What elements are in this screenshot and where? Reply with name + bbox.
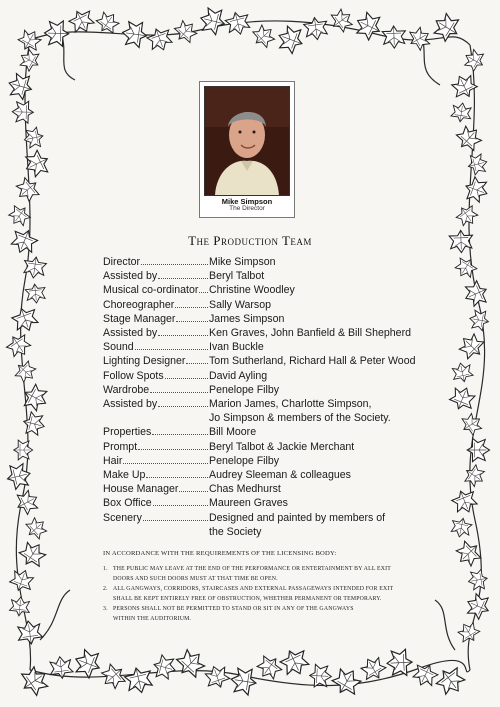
ivy-leaf-icon	[249, 22, 278, 51]
production-team-list	[103, 255, 433, 539]
team-name-line: Ivan Buckle	[209, 341, 264, 354]
ivy-leaf-icon	[456, 330, 488, 362]
ivy-leaf-icon	[151, 654, 178, 681]
team-role-label: Hair	[103, 454, 123, 467]
licensing-rule-text: PERSONS SHALL NOT BE PERMITTED TO STAND OR SIT IN ANY OF THE GANGWAYS	[113, 606, 354, 612]
licensing-rule-number	[103, 574, 113, 584]
team-name-line: Christine Woodley	[209, 284, 295, 297]
ivy-leaf-icon	[461, 279, 491, 309]
ivy-leaf-icon	[13, 488, 42, 517]
ivy-leaf-icon	[23, 515, 50, 542]
team-row	[103, 482, 433, 496]
team-name-line: Penelope Filby	[209, 454, 280, 467]
ivy-leaf-icon	[25, 283, 47, 304]
director-photo-card	[199, 81, 295, 218]
ivy-leaf-icon	[224, 10, 252, 37]
ivy-leaf-icon	[458, 411, 485, 438]
team-role-label: Director	[103, 256, 141, 268]
team-role	[103, 255, 209, 269]
team-names	[209, 511, 433, 539]
ivy-leaf-icon	[16, 619, 43, 645]
team-row	[103, 369, 433, 383]
team-names	[209, 326, 433, 340]
ivy-leaf-icon	[275, 24, 306, 56]
team-role	[103, 440, 209, 454]
team-role-label: Lighting Designer	[103, 355, 186, 368]
dot-leader	[158, 334, 208, 336]
team-role	[103, 340, 209, 354]
ivy-leaf-icon	[16, 538, 49, 571]
ivy-leaf-icon	[448, 384, 478, 413]
licensing-rule-text: ALL GANGWAYS, CORRIDORS, STAIRCASES AND EXTERNAL PASSAGEWAYS INTENDED FOR EXIT	[113, 586, 394, 592]
ivy-leaf-icon	[450, 487, 480, 516]
team-name-line: Designed and painted by members of	[209, 511, 386, 524]
portrait-image	[205, 87, 289, 195]
team-role	[103, 283, 209, 297]
team-row	[103, 298, 433, 312]
ivy-leaf-icon	[461, 462, 488, 489]
ivy-leaf-icon	[12, 101, 34, 124]
team-role-label: Prompt	[103, 440, 138, 453]
ivy-leaf-icon	[121, 20, 148, 48]
licensing-rule-text: DOORS AND SUCH DOORS MUST AT THAT TIME BE OPEN.	[113, 576, 278, 582]
licensing-rule-line	[103, 574, 433, 584]
ivy-leaf-icon	[71, 647, 104, 680]
ivy-leaf-icon	[410, 661, 440, 690]
ivy-leaf-icon	[433, 663, 469, 699]
ivy-leaf-icon	[453, 122, 485, 154]
director-photo	[204, 86, 290, 196]
ivy-leaf-icon	[12, 358, 39, 385]
team-row	[103, 255, 433, 269]
ivy-leaf-icon	[13, 175, 43, 205]
team-row	[103, 468, 433, 482]
ivy-leaf-icon	[382, 26, 406, 49]
dot-leader	[158, 405, 208, 407]
ivy-leaf-icon	[451, 361, 474, 384]
team-row	[103, 354, 433, 368]
team-name-line: Maureen Graves	[209, 497, 288, 510]
team-role-label: Assisted by	[103, 398, 158, 411]
team-role	[103, 496, 209, 510]
team-names	[209, 369, 433, 383]
ivy-leaf-icon	[450, 102, 472, 123]
team-name-line: Marion James, Charlotte Simpson,	[209, 398, 372, 411]
ivy-leaf-icon	[327, 6, 355, 35]
team-names	[209, 354, 433, 368]
ivy-leaf-icon	[172, 645, 208, 681]
team-row	[103, 425, 433, 439]
team-role-label: Assisted by	[103, 270, 158, 283]
team-row	[103, 340, 433, 354]
team-role	[103, 383, 209, 397]
team-names	[209, 269, 433, 283]
ivy-leaf-icon	[466, 152, 489, 176]
team-names	[209, 454, 433, 468]
licensing-rules-list	[103, 564, 433, 624]
dot-leader	[175, 306, 208, 308]
team-names	[209, 425, 433, 439]
ivy-leaf-icon	[14, 440, 33, 460]
licensing-rule-text: SHALL BE KEPT ENTIRELY FREE OF OBSTRUCTION, WHETHER PERMANENT OR TEMPORARY.	[113, 596, 382, 602]
team-role-label: Sound	[103, 341, 134, 354]
team-role	[103, 298, 209, 312]
licensing-rule-number: 2.	[103, 586, 108, 592]
team-name-line: David Ayling	[209, 369, 268, 382]
team-names	[209, 397, 433, 425]
dot-leader	[165, 377, 208, 379]
team-name-line: Tom Sutherland, Richard Hall & Peter Wood	[209, 355, 416, 368]
team-role	[103, 354, 209, 368]
dot-leader	[152, 433, 208, 435]
ivy-leaf-icon	[203, 663, 231, 691]
licensing-intro: IN ACCORDANCE WITH THE REQUIREMENTS OF THE LICENSING BODY:	[103, 550, 337, 557]
ivy-leaf-icon	[329, 664, 364, 699]
licensing-notice	[103, 550, 433, 624]
ivy-leaf-icon	[21, 148, 52, 180]
licensing-rule-line	[103, 604, 433, 614]
team-role-label: Assisted by	[103, 327, 158, 340]
team-role-label: Stage Manager	[103, 312, 176, 325]
dot-leader	[179, 490, 208, 492]
ivy-leaf-icon	[21, 411, 47, 437]
ivy-leaf-icon	[17, 47, 43, 74]
ivy-leaf-icon	[450, 516, 473, 539]
ivy-leaf-icon	[454, 202, 481, 229]
ivy-leaf-icon	[8, 567, 36, 594]
dot-leader	[146, 476, 208, 478]
team-name-line: Chas Medhurst	[209, 483, 281, 496]
dot-leader	[199, 291, 208, 293]
ivy-leaf-icon	[278, 645, 312, 679]
ivy-leaf-icon	[229, 666, 258, 696]
ivy-leaf-icon	[10, 304, 41, 334]
team-row	[103, 383, 433, 397]
team-names	[209, 482, 433, 496]
ivy-leaf-icon	[467, 569, 489, 592]
ivy-leaf-icon	[461, 47, 487, 74]
team-row	[103, 326, 433, 340]
ivy-leaf-icon	[123, 665, 154, 695]
team-role	[103, 511, 209, 539]
ivy-leaf-icon	[44, 20, 69, 46]
ivy-leaf-icon	[5, 462, 33, 491]
team-row	[103, 283, 433, 297]
dot-leader	[138, 448, 208, 450]
team-names	[209, 468, 433, 482]
team-name-line: Sally Warsop	[209, 298, 272, 311]
ivy-leaf-icon	[6, 202, 33, 229]
licensing-rule-line	[103, 564, 433, 574]
team-role-label: Wardrobe	[103, 383, 150, 396]
licensing-rule-number: 3.	[103, 606, 108, 612]
ivy-leaf-icon	[145, 25, 174, 54]
team-role	[103, 269, 209, 283]
dot-leader	[150, 391, 208, 393]
team-name-line: Ken Graves, John Banfield & Bill Shepherd	[209, 327, 411, 340]
licensing-rule-text: THE PUBLIC MAY LEAVE AT THE END OF THE PERFORMANCE OR ENTERTAINMENT BY ALL EXIT	[113, 566, 391, 572]
team-role	[103, 397, 209, 425]
team-role-label: Properties	[103, 426, 152, 439]
licensing-rule-line	[103, 584, 433, 594]
team-name-line: Jo Simpson & members of the Society.	[209, 412, 391, 425]
team-row	[103, 496, 433, 510]
ivy-leaf-icon	[198, 6, 228, 36]
team-names	[209, 312, 433, 326]
dot-leader	[141, 263, 208, 265]
director-photo-role: The Director	[229, 204, 265, 212]
team-names	[209, 340, 433, 354]
dot-leader	[135, 348, 208, 350]
ivy-leaf-icon	[406, 25, 434, 53]
ivy-leaf-icon	[303, 16, 329, 41]
ivy-leaf-icon	[17, 663, 52, 699]
team-name-line: James Simpson	[209, 312, 285, 325]
team-role-label: House Manager	[103, 483, 179, 496]
team-role	[103, 425, 209, 439]
team-role-label: Follow Spots	[103, 369, 164, 382]
dot-leader	[123, 462, 208, 464]
dot-leader	[186, 362, 208, 364]
ivy-leaf-icon	[4, 331, 34, 361]
ivy-leaf-icon	[462, 175, 491, 205]
director-photo-name: Mike Simpson	[221, 197, 273, 206]
team-name-line: Penelope Filby	[209, 383, 280, 396]
team-names	[209, 283, 433, 297]
team-row	[103, 269, 433, 283]
team-name-line: Mike Simpson	[209, 256, 276, 268]
team-role-label: Make Up	[103, 469, 146, 482]
ivy-leaf-icon	[452, 254, 479, 281]
team-role-label: Scenery	[103, 511, 142, 524]
team-row	[103, 397, 433, 425]
dot-leader	[153, 504, 208, 506]
licensing-rule-line	[103, 614, 433, 624]
team-names	[209, 440, 433, 454]
dot-leader	[158, 277, 208, 279]
team-row	[103, 312, 433, 326]
team-row	[103, 454, 433, 468]
team-role-label: Box Office	[103, 497, 152, 510]
ivy-leaf-icon	[309, 664, 332, 688]
team-role	[103, 482, 209, 496]
ivy-leaf-icon	[468, 309, 490, 332]
dot-leader	[176, 320, 208, 322]
team-names	[209, 496, 433, 510]
team-row	[103, 440, 433, 454]
ivy-leaf-icon	[6, 71, 35, 101]
ivy-leaf-icon	[352, 9, 385, 42]
licensing-rule-text: WITHIN THE AUDITORIUM.	[113, 616, 192, 622]
team-name-line: Beryl Talbot & Jackie Merchant	[209, 440, 355, 453]
team-row	[103, 511, 433, 539]
team-names	[209, 255, 433, 269]
team-role-label: Choreographer	[103, 298, 175, 311]
team-name-line: Bill Moore	[209, 426, 257, 439]
team-role	[103, 468, 209, 482]
team-name-line: the Society	[209, 525, 262, 538]
team-role	[103, 312, 209, 326]
team-role	[103, 369, 209, 383]
production-team-heading: The Production Team	[188, 233, 312, 248]
licensing-rule-line	[103, 594, 433, 604]
licensing-rule-number: 1.	[103, 566, 108, 572]
team-names	[209, 298, 433, 312]
licensing-rule-number	[103, 614, 113, 624]
ivy-leaf-icon	[9, 596, 31, 617]
team-role	[103, 326, 209, 340]
team-role	[103, 454, 209, 468]
licensing-rule-number	[103, 594, 113, 604]
ivy-leaf-icon	[463, 591, 493, 621]
team-names	[209, 383, 433, 397]
team-name-line: Audrey Sleeman & colleagues	[209, 469, 351, 482]
dot-leader	[143, 519, 208, 521]
team-role-label: Musical co-ordinator	[103, 284, 199, 297]
team-name-line: Beryl Talbot	[209, 270, 265, 283]
